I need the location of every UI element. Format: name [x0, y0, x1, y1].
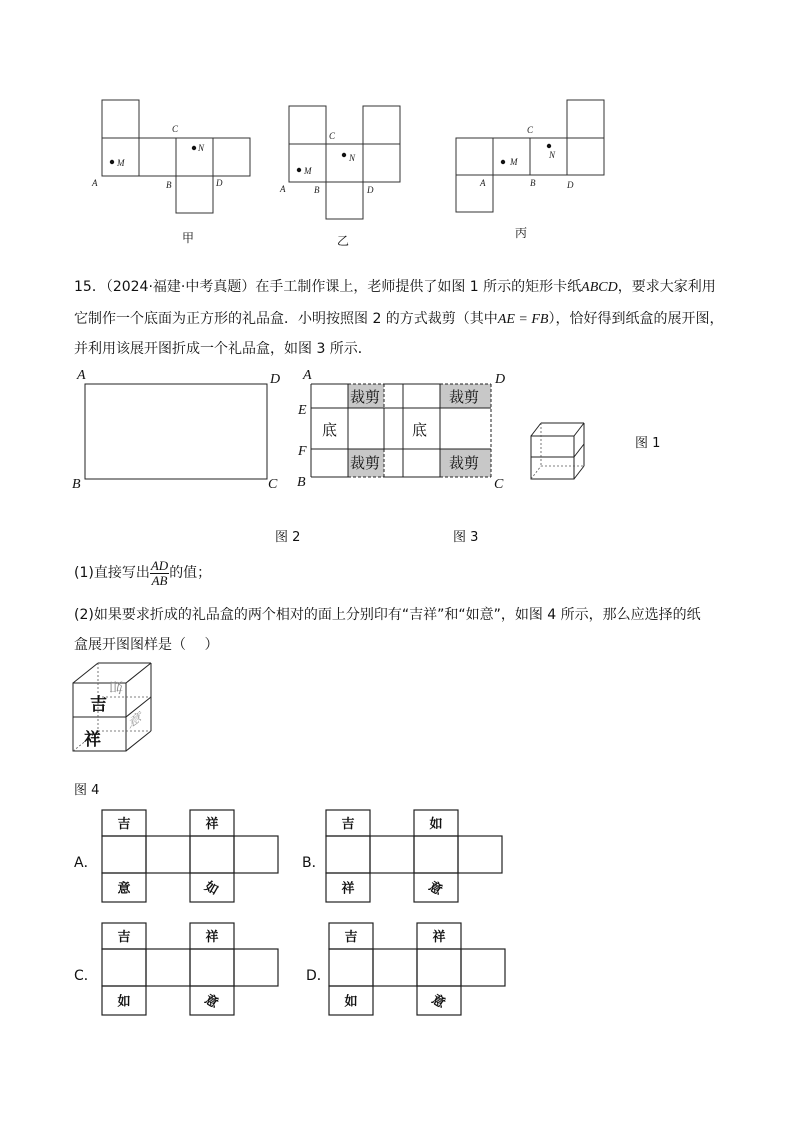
cube4-yi: 意 — [129, 708, 142, 733]
option-C-char-bl: 如 — [117, 993, 131, 1009]
fig3-caption: 图 3 — [453, 530, 479, 545]
cube4-xiang: 祥 — [84, 730, 101, 749]
cut-label-3: 裁剪 — [350, 456, 381, 472]
fig1-caption: 图 1 — [635, 436, 661, 451]
sub2-line2: 盒展开图图样是（ ） — [74, 637, 219, 653]
net2-label-A: A — [280, 184, 286, 194]
net-label-E: E — [298, 403, 307, 418]
net-label-A: A — [303, 368, 312, 383]
rect-label-A: A — [77, 368, 86, 383]
option-B-letter[interactable]: B． — [302, 855, 326, 871]
options-figure — [0, 800, 800, 1030]
option-net-cell — [190, 836, 234, 873]
net2-label-N: N — [349, 153, 356, 163]
sub2-line1: (2)如果要求折成的礼品盒的两个相对的面上分别印有“吉祥”和“如意”，如图 4 所示，那么应选择的纸 — [74, 607, 701, 623]
option-A-char-br: 如 — [202, 878, 222, 898]
net1-label-M: M — [117, 158, 125, 168]
net-caption-yi: 乙 — [337, 234, 350, 248]
option-A-char-bl: 意 — [117, 880, 131, 896]
rect-label-D: D — [270, 372, 281, 387]
cut-label-4: 裁剪 — [449, 456, 480, 472]
option-net-cell — [102, 949, 146, 986]
net-label-F: F — [298, 444, 307, 459]
option-B-char-tl: 吉 — [341, 816, 355, 831]
net3-label-N: N — [549, 150, 556, 160]
q15-number: 15． — [74, 279, 106, 295]
net1-label-A: A — [92, 178, 98, 188]
option-C-char-br: 意 — [202, 991, 222, 1011]
cube4-ru: 如 — [109, 678, 123, 693]
net1-label-D: D — [216, 178, 223, 188]
option-D-char-bl: 如 — [344, 993, 358, 1009]
option-B-char-br: 意 — [426, 878, 446, 898]
net-label-D: D — [495, 372, 506, 387]
net3-label-B: B — [530, 178, 536, 188]
option-net-cell — [326, 836, 370, 873]
option-net-cell — [370, 836, 414, 873]
net2-label-D: D — [367, 185, 374, 195]
option-net-cell — [146, 836, 190, 873]
cut-label-2: 裁剪 — [449, 390, 480, 406]
option-net-cell — [329, 949, 373, 986]
net3-label-M: M — [510, 157, 518, 167]
bottom-label-2: 底 — [412, 423, 428, 439]
option-net-cell — [373, 949, 417, 986]
option-net-cell — [190, 949, 234, 986]
sub1-line: (1)直接写出 $\frac{AD}{AB}$ 的值； — [74, 557, 212, 588]
q15-line2: 它制作一个底面为正方形的礼品盒．小明按照图 2 的方式裁剪（其中AE = FB），恰好得到纸盒的展开图， — [74, 311, 724, 327]
net1-label-B: B — [166, 180, 172, 190]
fig4-caption: 图 4 — [74, 783, 100, 798]
net-label-B: B — [297, 475, 306, 490]
net3-label-D: D — [567, 180, 574, 190]
option-net-cell — [461, 949, 505, 986]
option-net-cell — [414, 836, 458, 873]
option-D-char-tr: 祥 — [432, 929, 446, 944]
option-A-char-tl: 吉 — [117, 816, 131, 831]
option-net-cell — [102, 836, 146, 873]
option-D-letter[interactable]: D． — [306, 968, 331, 984]
q15-source: （2024·福建·中考真题） — [105, 279, 256, 295]
net1-label-C: C — [172, 124, 179, 134]
figures-row — [0, 360, 800, 500]
q15-line3: 并利用该展开图折成一个礼品盒，如图 3 所示． — [74, 341, 372, 357]
net3-label-A: A — [480, 178, 486, 188]
net-caption-jia: 甲 — [182, 231, 195, 245]
rect-label-C: C — [268, 477, 278, 492]
fig4-cube — [0, 655, 200, 765]
net3-label-C: C — [527, 125, 534, 135]
q15-line1: 15．（2024·福建·中考真题）在手工制作课上，老师提供了如图 1 所示的矩形卡纸ABCD，要求大家利用 — [74, 279, 716, 295]
cut-label-1: 裁剪 — [350, 390, 381, 406]
option-net-cell — [458, 836, 502, 873]
net1-label-N: N — [198, 143, 205, 153]
option-net-cell — [234, 836, 278, 873]
option-net-cell — [417, 949, 461, 986]
option-B-char-bl: 祥 — [341, 880, 355, 896]
option-D-char-tl: 吉 — [344, 929, 358, 944]
cube4-ji: 吉 — [90, 695, 107, 714]
ad-over-ab-fraction: $\frac{AD}{AB}$ — [150, 557, 169, 588]
option-C-letter[interactable]: C． — [74, 968, 98, 984]
option-net-cell — [146, 949, 190, 986]
option-B-char-tr: 如 — [429, 816, 443, 831]
option-D-char-br: 意 — [429, 991, 449, 1011]
option-C-char-tr: 祥 — [205, 929, 219, 944]
option-C-char-tl: 吉 — [117, 929, 131, 944]
option-net-cell — [234, 949, 278, 986]
net2-label-M: M — [304, 166, 312, 176]
fig2-caption: 图 2 — [275, 530, 301, 545]
net2-label-C: C — [329, 131, 336, 141]
bottom-label-1: 底 — [322, 423, 338, 439]
net-caption-bing: 丙 — [515, 226, 528, 240]
option-A-char-tr: 祥 — [205, 816, 219, 831]
net2-label-B: B — [314, 185, 320, 195]
net-label-C: C — [494, 477, 504, 492]
option-A-letter[interactable]: A． — [74, 855, 98, 871]
top-nets-figure — [0, 0, 800, 250]
rect-label-B: B — [72, 477, 81, 492]
